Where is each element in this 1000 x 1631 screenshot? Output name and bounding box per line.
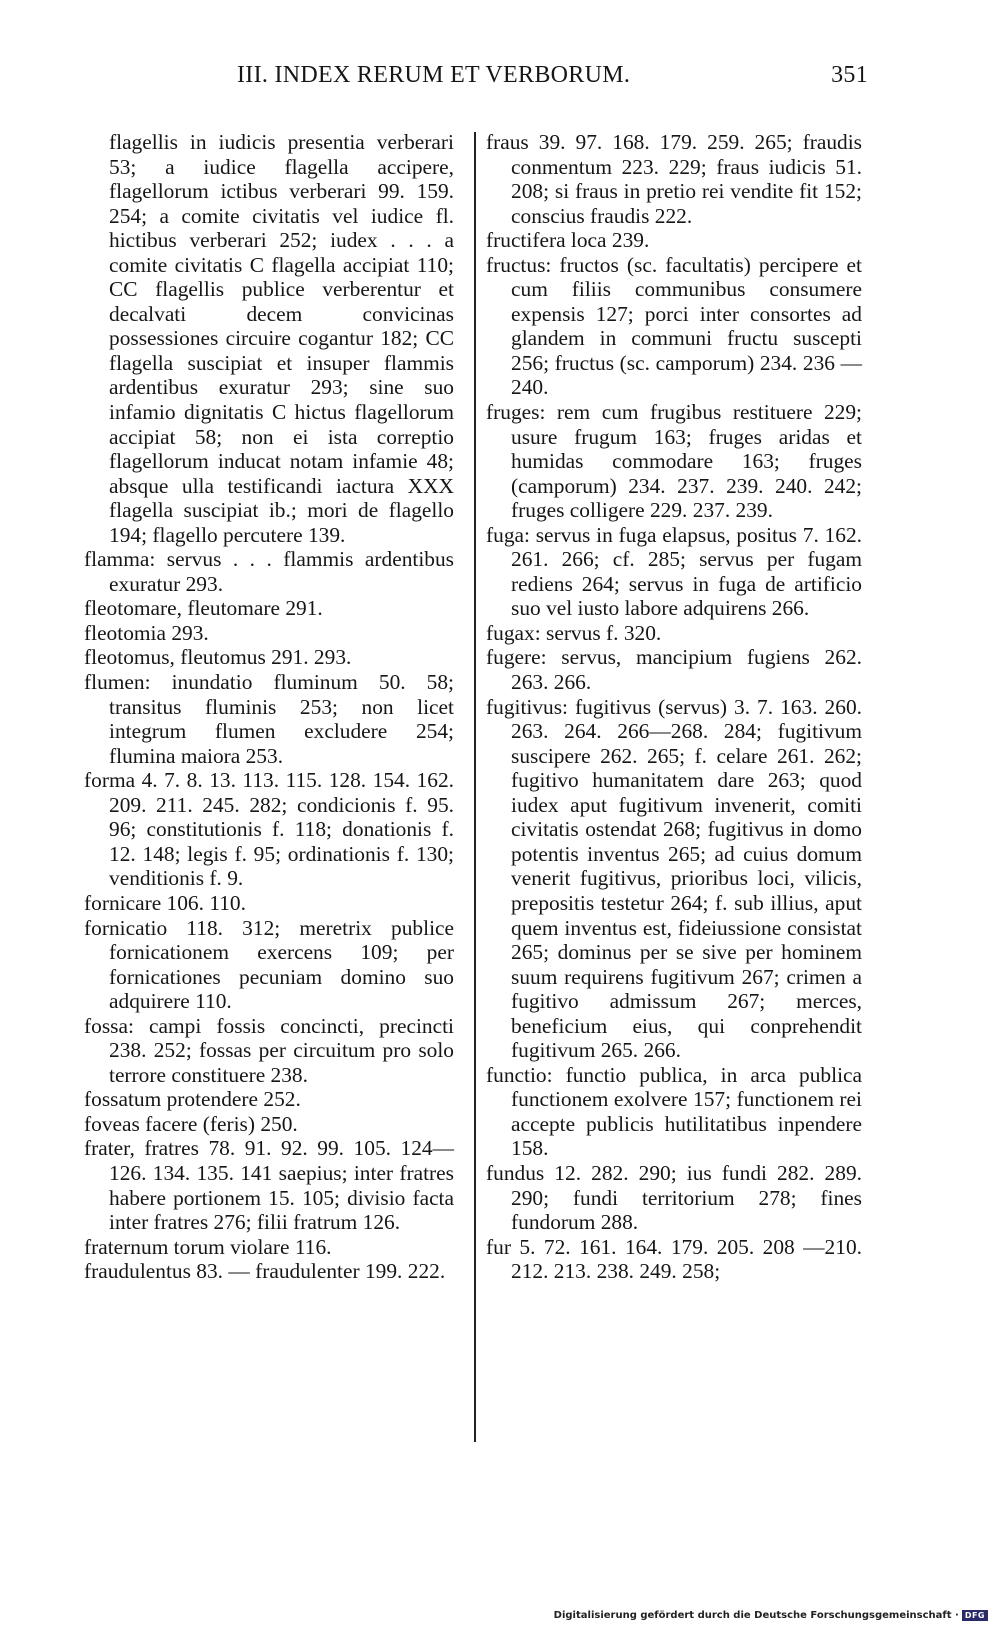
index-entry: fraternum torum violare 116. — [84, 1234, 332, 1259]
index-entry: fossatum protendere 252. — [84, 1087, 301, 1112]
index-entry: fornicatio 118. 312; meretrix publice fornicationem exercens 109; per fornicationes pecuniam domino suo adquirere 110. — [84, 915, 454, 1014]
index-entry: fleotomare, fleutomare 291. — [84, 596, 323, 621]
column-divider — [474, 132, 476, 1442]
dfg-logo: DFG — [962, 1610, 988, 1621]
page-header — [82, 62, 868, 102]
left-column — [84, 130, 454, 1284]
index-entry: fugere: servus, mancipium fugiens 262. 263. 266. — [486, 645, 862, 695]
index-entry: fraudulentus 83. — fraudulenter 199. 222. — [84, 1259, 446, 1284]
index-entry: frater, fratres 78. 91. 92. 99. 105. 124—126. 134. 135. 141 saepius; inter fratres habere portionem 15. 105; divisio facta inter fratres 276; filii fratrum 126. — [84, 1136, 454, 1235]
footer — [554, 1610, 988, 1621]
index-entry: flamma: servus . . . flammis ardentibus exuratur 293. — [84, 547, 454, 596]
index-entry: fraus 39. 97. 168. 179. 259. 265; fraudis conmentum 223. 229; fraus iudicis 51. 208; si fraus in pretio rei vendite fit 152; conscius fraudis 222. — [486, 130, 862, 228]
page-number: 351 — [831, 62, 868, 88]
index-entry: foveas facere (feris) 250. — [84, 1111, 298, 1136]
index-entry: fugitivus: fugitivus (servus) 3. 7. 163. 260. 263. 264. 266—268. 284; fugitivum suscipere 262. 265; f. celare 261. 262; fugitivo humanitatem dare 263; quod iudex aput fugitivum invenerit, comiti civitatis ostendat 268; fugitivus in domo potentis inventus 265; ad cuius domum venerit fugitivus, prioribus loci, vilicis, prepositis testetur 264; f. sub illius, aput quem inventus est, fideiussione consistat 265; dominus per se sive per hominem suum requirens fugitivum 267; crimen a fugitivo admissum 267; merces, beneficium eius, qui conprehendit fugitivum 265. 266. — [486, 694, 862, 1063]
index-entry: fugax: servus f. 320. — [486, 620, 662, 645]
index-entry: fossa: campi fossis concincti, precincti 238. 252; fossas per circuitum pro solo terrore constituere 238. — [84, 1013, 454, 1087]
index-entry: fornicare 106. 110. — [84, 890, 246, 915]
index-entry: fundus 12. 282. 290; ius fundi 282. 289. 290; fundi territorium 278; fines fundorum 288. — [486, 1160, 862, 1235]
index-entry: fuga: servus in fuga elapsus, positus 7. 162. 261. 266; cf. 285; servus per fugam rediens 264; servus in fuga de artificio suo vel iusto labore adquirens 266. — [486, 522, 862, 621]
index-entry: functio: functio publica, in arca publica functionem exolvere 157; functionem rei accepte publicis hutilitatibus inpendere 158. — [486, 1062, 862, 1161]
index-entry: fructifera loca 239. — [486, 228, 650, 253]
index-entry: fructus: fructos (sc. facultatis) percipere et cum filiis communibus consumere expensis 127; porci inter consortes ad glandem in communi fructu suscepti 256; fructus (sc. camporum) 234. 236 —240. — [486, 252, 862, 400]
right-column — [486, 130, 862, 1284]
footer-credit: Digitalisierung gefördert durch die Deutsche Forschungsgemeinschaft · — [553, 1610, 959, 1621]
index-entry: forma 4. 7. 8. 13. 113. 115. 128. 154. 162. 209. 211. 245. 282; condicionis f. 95. 96; constitutionis f. 118; donationis f. 12. 148; legis f. 95; ordinationis f. 130; venditionis f. 9. — [84, 768, 454, 891]
index-entry: fur 5. 72. 161. 164. 179. 205. 208 —210. 212. 213. 238. 249. 258; — [486, 1234, 862, 1284]
index-entry: flumen: inundatio fluminum 50. 58; transitus fluminis 253; non licet integrum flumen excludere 254; flumina maiora 253. — [84, 670, 454, 768]
index-entry: fleotomia 293. — [84, 620, 209, 645]
index-entry: fruges: rem cum frugibus restituere 229; usure frugum 163; fruges aridas et humidas commodare 163; fruges (camporum) 234. 237. 239. 240. 242; fruges colligere 229. 237. 239. — [486, 400, 862, 523]
index-entry: fleotomus, fleutomus 291. 293. — [84, 645, 352, 670]
index-entry: flagellis in iudicis presentia verberari 53; a iudice flagella accipere, flagellorum ictibus verberari 99. 159. 254; a comite civitatis vel iudice fl. hictibus verberari 252; iudex . . . a comite civitatis C flagella accipiat 110; CC flagellis publice verberentur et decalvati decem convicinas possessiones circuire cogantur 182; CC flagella suscipiat et insuper flammis ardentibus exuratur 293; sine suo infamio dignitatis C hictus flagellorum accipiat 58; non ei ista correptio flagellorum inducat notam infamie 48; absque ulla testificandi iactura XXX flagella suscipiat ib.; mori de flagello 194; flagello percutere 139. — [109, 130, 454, 547]
running-title: III. INDEX RERUM ET VERBORUM. — [237, 62, 631, 88]
